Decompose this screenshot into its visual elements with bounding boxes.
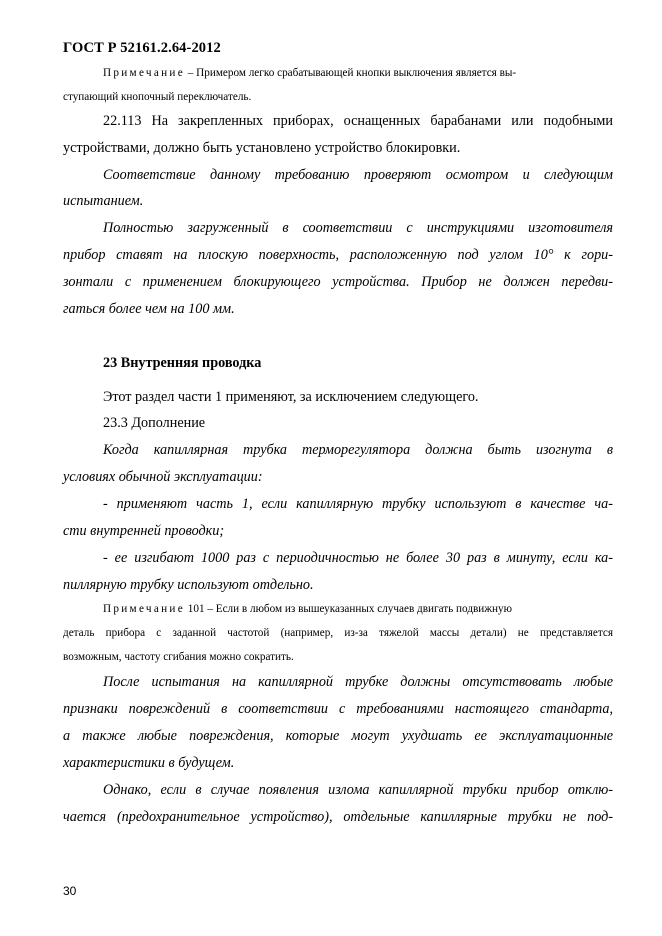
paragraph-line: Когда капиллярная трубка терморегулятора должна быть изогнута в <box>103 442 613 458</box>
paragraph-line: сти внутренней проводки; <box>63 523 225 539</box>
paragraph-line: а также любые повреждения, которые могут ухудшать ее эксплуатационные <box>63 728 613 744</box>
document-header: ГОСТ Р 52161.2.64-2012 <box>63 40 221 56</box>
note-text-line: возможным, частоту сгибания можно сократить. <box>63 651 294 663</box>
page-number: 30 <box>63 884 77 898</box>
paragraph-line: прибор ставят на плоскую поверхность, расположенную под углом 10° к гори- <box>63 247 613 263</box>
paragraph-line: 22.113 На закрепленных приборах, оснащенных барабанами или подобными <box>103 113 613 129</box>
paragraph-line: зонтали с применением блокирующего устройства. Прибор не должен передви- <box>63 274 613 290</box>
subsection-heading: 23.3 Дополнение <box>103 415 206 431</box>
paragraph-line: характеристики в будущем. <box>63 755 235 771</box>
note-text-line: ступающий кнопочный переключатель. <box>63 91 252 103</box>
section-heading: 23 Внутренняя проводка <box>103 355 262 371</box>
paragraph-line: Соответствие данному требованию проверяют осмотром и следующим <box>103 167 613 183</box>
note-text-line: – Если в любом из вышеуказанных случаев двигать подвижную <box>204 603 512 615</box>
paragraph-line: - применяют часть 1, если капиллярную трубку используют в качестве ча- <box>103 496 613 512</box>
note-number: 101 <box>184 603 205 615</box>
paragraph-line: чается (предохранительное устройство), отдельные капиллярные трубки не под- <box>63 809 613 825</box>
note-text-line: – Примером легко срабатывающей кнопки выключения является вы- <box>184 67 517 79</box>
paragraph-line: Полностью загруженный в соответствии с инструкциями изготовителя <box>103 220 613 236</box>
paragraph-line: пиллярную трубку используют отдельно. <box>63 577 314 593</box>
paragraph-section-applies: Этот раздел части 1 применяют, за исключением следующего. <box>103 389 479 405</box>
paragraph-line: гаться более чем на 100 мм. <box>63 301 235 317</box>
note-text-line: деталь прибора с заданной частотой (например, из-за тяжелой массы детали) не представляется <box>63 627 613 639</box>
paragraph-line: После испытания на капиллярной трубке должны отсутствовать любые <box>103 674 613 690</box>
note-label: Примечание <box>103 67 185 79</box>
paragraph-line: испытанием. <box>63 193 144 209</box>
paragraph-line: условиях обычной эксплуатации: <box>63 469 263 485</box>
paragraph-line: устройствами, должно быть установлено устройство блокировки. <box>63 140 461 156</box>
paragraph-line: Однако, если в случае появления излома капиллярной трубки прибор отклю- <box>103 782 613 798</box>
note-label: Примечание <box>103 603 185 615</box>
paragraph-line: - ее изгибают 1000 раз с периодичностью не более 30 раз в минуту, если ка- <box>103 550 613 566</box>
paragraph-line: признаки повреждений в соответствии с требованиями настоящего стандарта, <box>63 701 613 717</box>
